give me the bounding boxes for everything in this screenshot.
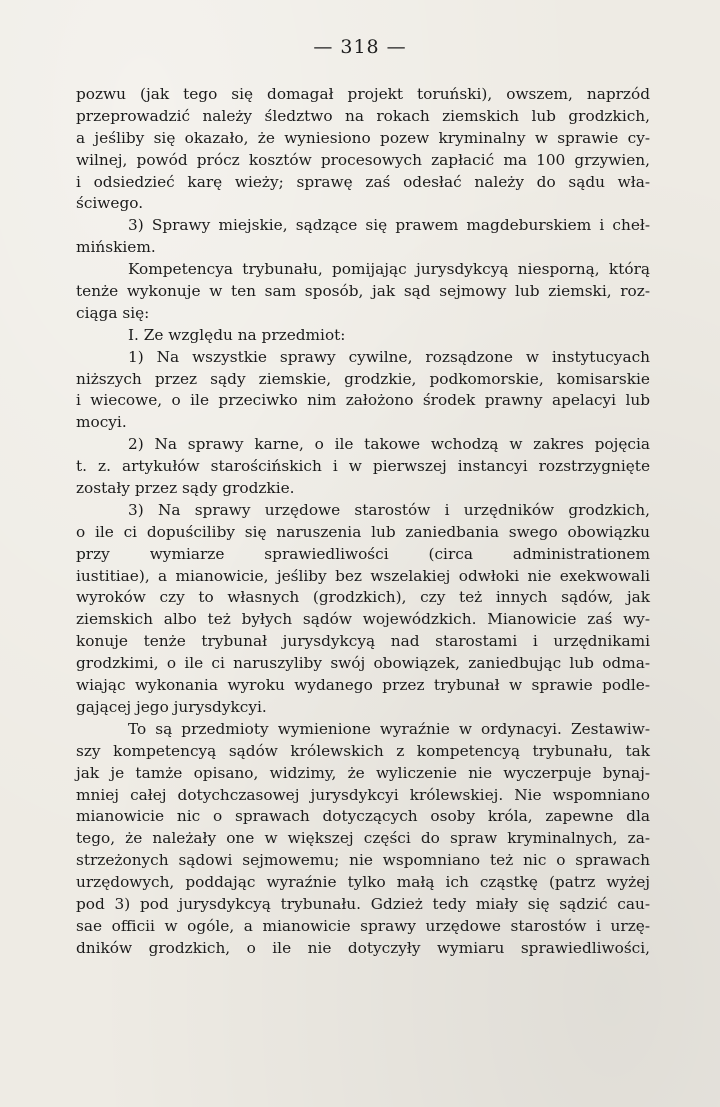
text-line: i odsiedzieć karę wieży; sprawę zaś odesłać należy do sądu wła- bbox=[76, 172, 650, 191]
text-line: a jeśliby się okazało, że wyniesiono pozew kryminalny w sprawie cy- bbox=[76, 128, 650, 147]
text-line: jak je tamże opisano, widzimy, że wyliczenie nie wyczerpuje bynaj- bbox=[76, 763, 650, 782]
text-line: tego, że należały one w większej części do spraw kryminalnych, za- bbox=[76, 829, 650, 848]
text-line: pod 3) pod jurysdykcyą trybunału. Gdzież tedy miały się sądzić cau- bbox=[76, 894, 650, 913]
text-line: przy wymiarze sprawiedliwości (circa administrationem bbox=[76, 544, 650, 563]
text-line: mniej całej dotychczasowej jurysdykcyi królewskiej. Nie wspomniano bbox=[76, 785, 650, 804]
text-line: konuje tenże trybunał jurysdykcyą nad starostami i urzędnikami bbox=[76, 632, 650, 651]
text-line: Kompetencya trybunału, pomijając jurysdykcyą niesporną, którą bbox=[128, 260, 650, 279]
text-line: ziemskich albo też byłych sądów wojewódzkich. Mianowicie zaś wy- bbox=[76, 610, 650, 629]
text-line: 2) Na sprawy karne, o ile takowe wchodzą w zakres pojęcia bbox=[128, 435, 650, 454]
text-line: o ile ci dopuściliby się naruszenia lub zaniedbania swego obowiązku bbox=[76, 522, 650, 541]
text-line: ściwego. bbox=[76, 194, 144, 213]
body-text bbox=[76, 84, 650, 960]
text-line: gającej jego jurysdykcyi. bbox=[76, 697, 267, 716]
text-line: tenże wykonuje w ten sam sposób, jak sąd sejmowy lub ziemski, roz- bbox=[76, 282, 650, 301]
text-line: ciąga się: bbox=[76, 303, 150, 322]
text-line: To są przedmioty wymienione wyraźnie w ordynacyi. Zestawiw- bbox=[128, 719, 650, 738]
text-line: mińskiem. bbox=[76, 238, 156, 257]
text-line: mocyi. bbox=[76, 413, 127, 432]
text-line: niższych przez sądy ziemskie, grodzkie, podkomorskie, komisarskie bbox=[76, 369, 650, 388]
text-line: strzeżonych sądowi sejmowemu; nie wspomniano też nic o sprawach bbox=[76, 851, 650, 870]
text-line: i wiecowe, o ile przeciwko nim założono środek prawny apelacyi lub bbox=[76, 391, 650, 410]
text-line: 1) Na wszystkie sprawy cywilne, rozsądzone w instytucyach bbox=[128, 347, 650, 366]
page-number-header: — 318 — bbox=[313, 36, 407, 58]
text-line: I. Ze względu na przedmiot: bbox=[128, 325, 346, 344]
text-line: wiając wykonania wyroku wydanego przez trybunał w sprawie podle- bbox=[76, 676, 650, 695]
text-line: 3) Na sprawy urzędowe starostów i urzędników grodzkich, bbox=[128, 500, 650, 519]
text-line: dników grodzkich, o ile nie dotyczyły wymiaru sprawiedliwości, bbox=[76, 938, 650, 957]
text-line: szy kompetencyą sądów królewskich z kompetencyą trybunału, tak bbox=[76, 741, 650, 760]
text-line: t. z. artykułów starościńskich i w pierwszej instancyi rozstrzygnięte bbox=[76, 457, 650, 476]
text-line: sae officii w ogóle, a mianowicie sprawy urzędowe starostów i urzę- bbox=[76, 916, 650, 935]
text-line: zostały przez sądy grodzkie. bbox=[76, 479, 295, 498]
text-line: iustitiae), a mianowicie, jeśliby bez wszelakiej odwłoki nie exekwowali bbox=[76, 566, 650, 585]
text-line: grodzkimi, o ile ci naruszyliby swój obowiązek, zaniedbując lub odma- bbox=[76, 654, 650, 673]
text-line: mianowicie nic o sprawach dotyczących osoby króla, zapewne dla bbox=[76, 807, 650, 826]
text-line: pozwu (jak tego się domagał projekt toruński), owszem, naprzód bbox=[76, 85, 650, 103]
text-line: wilnej, powód prócz kosztów procesowych zapłacić ma 100 grzywien, bbox=[76, 150, 650, 169]
text-line: 3) Sprawy miejskie, sądzące się prawem magdeburskiem i cheł- bbox=[128, 216, 650, 235]
text-line: wyroków czy to własnych (grodzkich), czy też innych sądów, jak bbox=[76, 588, 650, 607]
text-line: przeprowadzić należy śledztwo na rokach ziemskich lub grodzkich, bbox=[76, 106, 650, 125]
text-line: urzędowych, poddając wyraźnie tylko małą ich cząstkę (patrz wyżej bbox=[76, 873, 650, 892]
